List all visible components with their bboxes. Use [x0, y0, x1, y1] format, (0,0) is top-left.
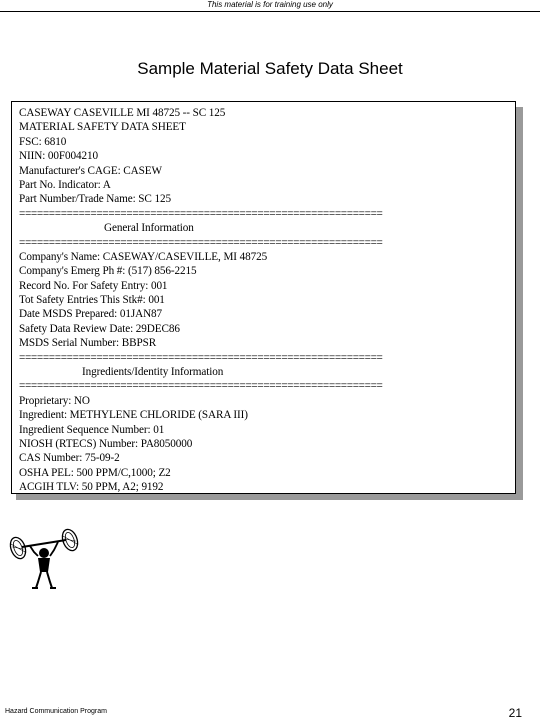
section-heading-general: General Information — [104, 222, 194, 235]
msds-line: Proprietary: NO — [19, 394, 90, 407]
msds-line: Manufacturer's CAGE: CASEW — [19, 164, 162, 177]
msds-line: Safety Data Review Date: 29DEC86 — [19, 322, 180, 335]
separator-line: ============================================================= — [19, 351, 383, 364]
msds-line: MATERIAL SAFETY DATA SHEET — [19, 121, 186, 134]
msds-line: Tot Safety Entries This Stk#: 001 — [19, 294, 165, 307]
msds-line: Company's Name: CASEWAY/CASEVILLE, MI 48725 — [19, 250, 268, 263]
separator-line: ============================================================= — [19, 236, 383, 249]
separator-line: ============================================================= — [19, 380, 383, 393]
msds-line: NIIN: 00F004210 — [19, 150, 98, 163]
msds-line: Part Number/Trade Name: SC 125 — [19, 193, 171, 206]
msds-line: Record No. For Safety Entry: 001 — [19, 279, 168, 292]
msds-line: NIOSH (RTECS) Number: PA8050000 — [19, 437, 193, 450]
msds-line: Ingredient Sequence Number: 01 — [19, 423, 165, 436]
msds-line: Part No. Indicator: A — [19, 178, 111, 191]
page-title: Sample Material Safety Data Sheet — [137, 59, 403, 78]
footer-program-name: Hazard Communication Program — [5, 708, 107, 715]
msds-line: MSDS Serial Number: BBPSR — [19, 337, 157, 350]
msds-line: Company's Emerg Ph #: (517) 856-2215 — [19, 265, 197, 278]
msds-line: ACGIH TLV: 50 PPM, A2; 9192 — [19, 481, 164, 494]
msds-line: CAS Number: 75-09-2 — [19, 452, 120, 465]
header-note: This material is for training use only — [0, 0, 540, 12]
section-heading-ingredients: Ingredients/Identity Information — [82, 366, 224, 379]
msds-line: OSHA PEL: 500 PPM/C,1000; Z2 — [19, 466, 171, 479]
weightlifter-icon — [8, 526, 80, 596]
msds-line: CASEWAY CASEVILLE MI 48725 -- SC 125 — [19, 107, 226, 119]
msds-line: Ingredient: METHYLENE CHLORIDE (SARA III) — [19, 409, 248, 422]
page-number: 21 — [508, 706, 522, 720]
msds-line: Date MSDS Prepared: 01JAN87 — [19, 308, 163, 321]
msds-line: FSC: 6810 — [19, 135, 67, 148]
msds-box — [11, 101, 516, 494]
separator-line: ============================================================= — [19, 207, 383, 220]
